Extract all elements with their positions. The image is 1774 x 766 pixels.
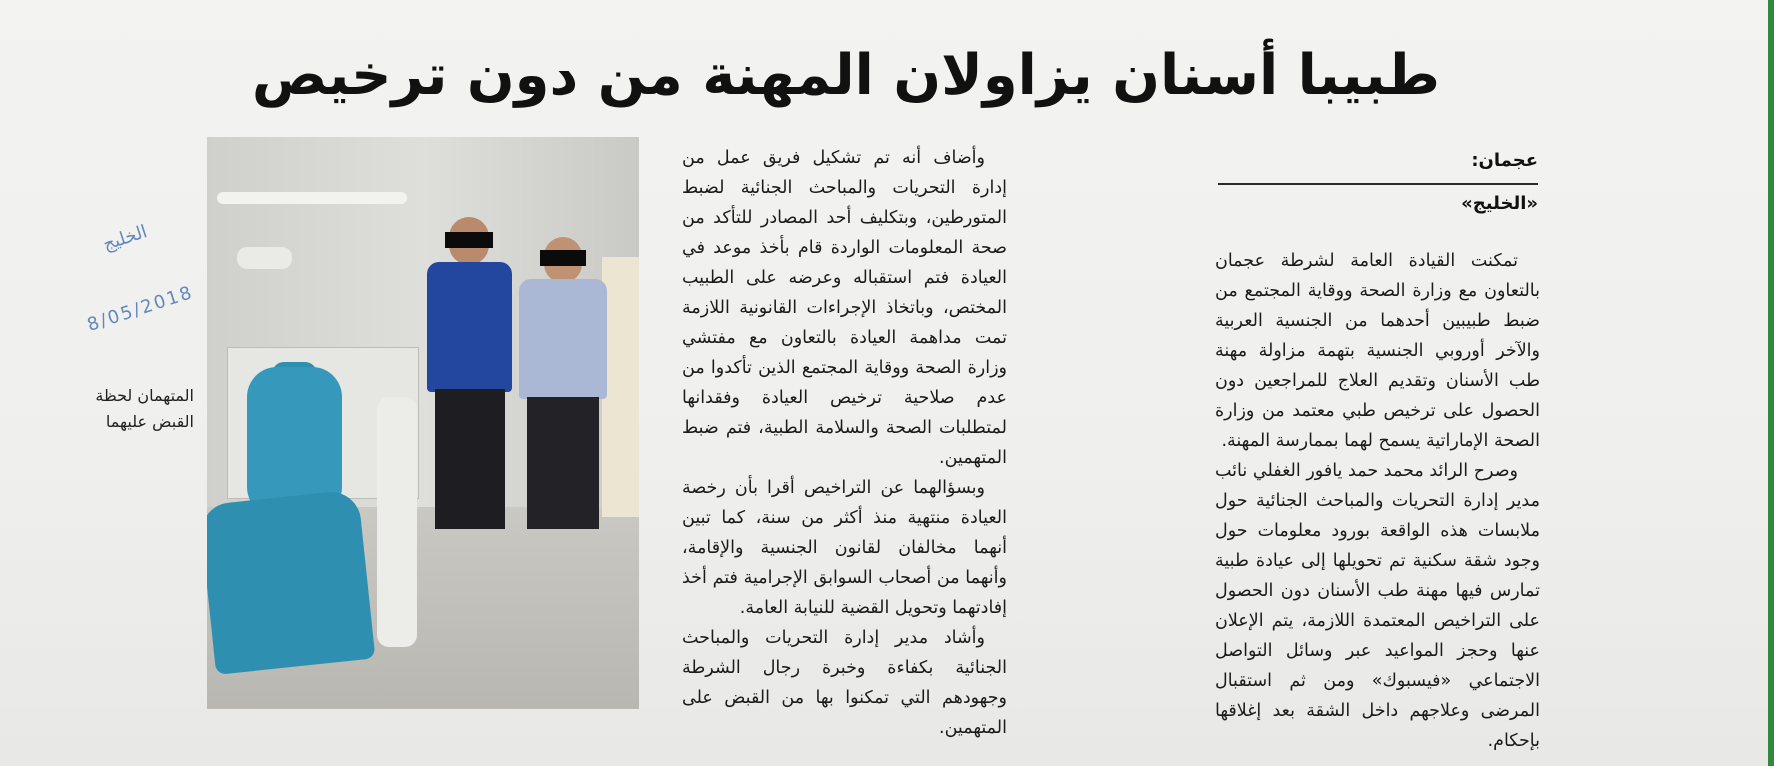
stamp-line-2: 8/05/2018 [84, 281, 197, 336]
paragraph: تمكنت القيادة العامة لشرطة عجمان بالتعاون مع وزارة الصحة ووقاية المجتمع من ضبط طبيبين أحدهما من الجنسية العربية والآخر أوروبي الجنسية بتهمة مزاولة مهنة طب الأسنان وتقديم العلاج للمراجعين دون الحصول على ترخيص طبي معتمد من وزارة الصحة الإماراتية يسمح لهما بممارسة المهنة. [1215, 251, 1540, 451]
photo-person-right [519, 237, 607, 537]
photo-door [602, 257, 639, 517]
article-column-middle [682, 143, 1007, 743]
paragraph: وبسؤالهما عن التراخيص أقرا بأن رخصة العيادة منتهية منذ أكثر من سنة، كما تبين أنهما مخالفان لقانون الجنسية والإقامة، وأنهما من أصحاب السوابق الإجرامية فتم أخذ إفادتهما وتحويل القضية للنيابة العامة. [682, 478, 1007, 618]
photo-dental-chair [207, 489, 375, 675]
page-edge-accent [1768, 0, 1774, 766]
photo-caption: المتهمان لحظة القبض عليهما [95, 386, 194, 431]
headline: طبيبا أسنان يزاولان المهنة من دون ترخيص [251, 43, 1440, 108]
source-credit: «الخليج» [1461, 193, 1538, 214]
paragraph: وأضاف أنه تم تشكيل فريق عمل من إدارة التحريات والمباحث الجنائية لضبط المتورطين، وبتكليف أحد المصادر للتأكد من صحة المعلومات الواردة قام بأخذ موعد في العيادة فتم استقباله وعرضه على الطبيب المختص، وباتخاذ الإجراءات القانونية اللازمة تمت مداهمة العيادة بالتعاون مع مفتشي وزارة الصحة ووقاية المجتمع الذين تأكدوا من عدم صلاحية ترخيص العيادة وفقدانها لمتطلبات الصحة والسلامة الطبية، فتم ضبط المتهمين. [682, 148, 1007, 468]
bleed-through-text [330, 0, 890, 28]
photo-person-left [427, 217, 512, 537]
face-censor-bar [540, 250, 586, 266]
photo-dental-unit [377, 397, 417, 647]
dateline-rule [1218, 183, 1538, 185]
face-censor-bar [445, 232, 493, 248]
stamp-line-1: الخليج [100, 221, 150, 256]
dateline: عجمان: [1471, 150, 1538, 171]
paragraph: وصرح الرائد محمد حمد يافور الغفلي نائب مدير إدارة التحريات والمباحث الجنائية حول ملابسات هذه الواقعة بورود معلومات حول وجود شقة سكنية تم تحويلها إلى عيادة طبية تمارس فيها مهنة طب الأسنان دون الحصول على التراخيص المعتمدة اللازمة، يتم الإعلان عنها وحجز المواعيد عبر وسائل التواصل الاجتماعي «فيسبوك» ومن ثم استقبال المرضى وعلاجهم داخل الشقة بعد إغلاقها بإحكام. [1215, 461, 1540, 751]
paragraph: وأشاد مدير إدارة التحريات والمباحث الجنائية بكفاءة وخبرة رجال الشرطة وجهودهم التي تمكنوا بها من القبض على المتهمين. [682, 628, 1007, 738]
news-photo [207, 137, 639, 709]
photo-dental-lamp [237, 247, 292, 269]
article-column-right [1215, 246, 1540, 756]
date-stamp [62, 210, 213, 361]
photo-lamp-arm [217, 192, 407, 204]
